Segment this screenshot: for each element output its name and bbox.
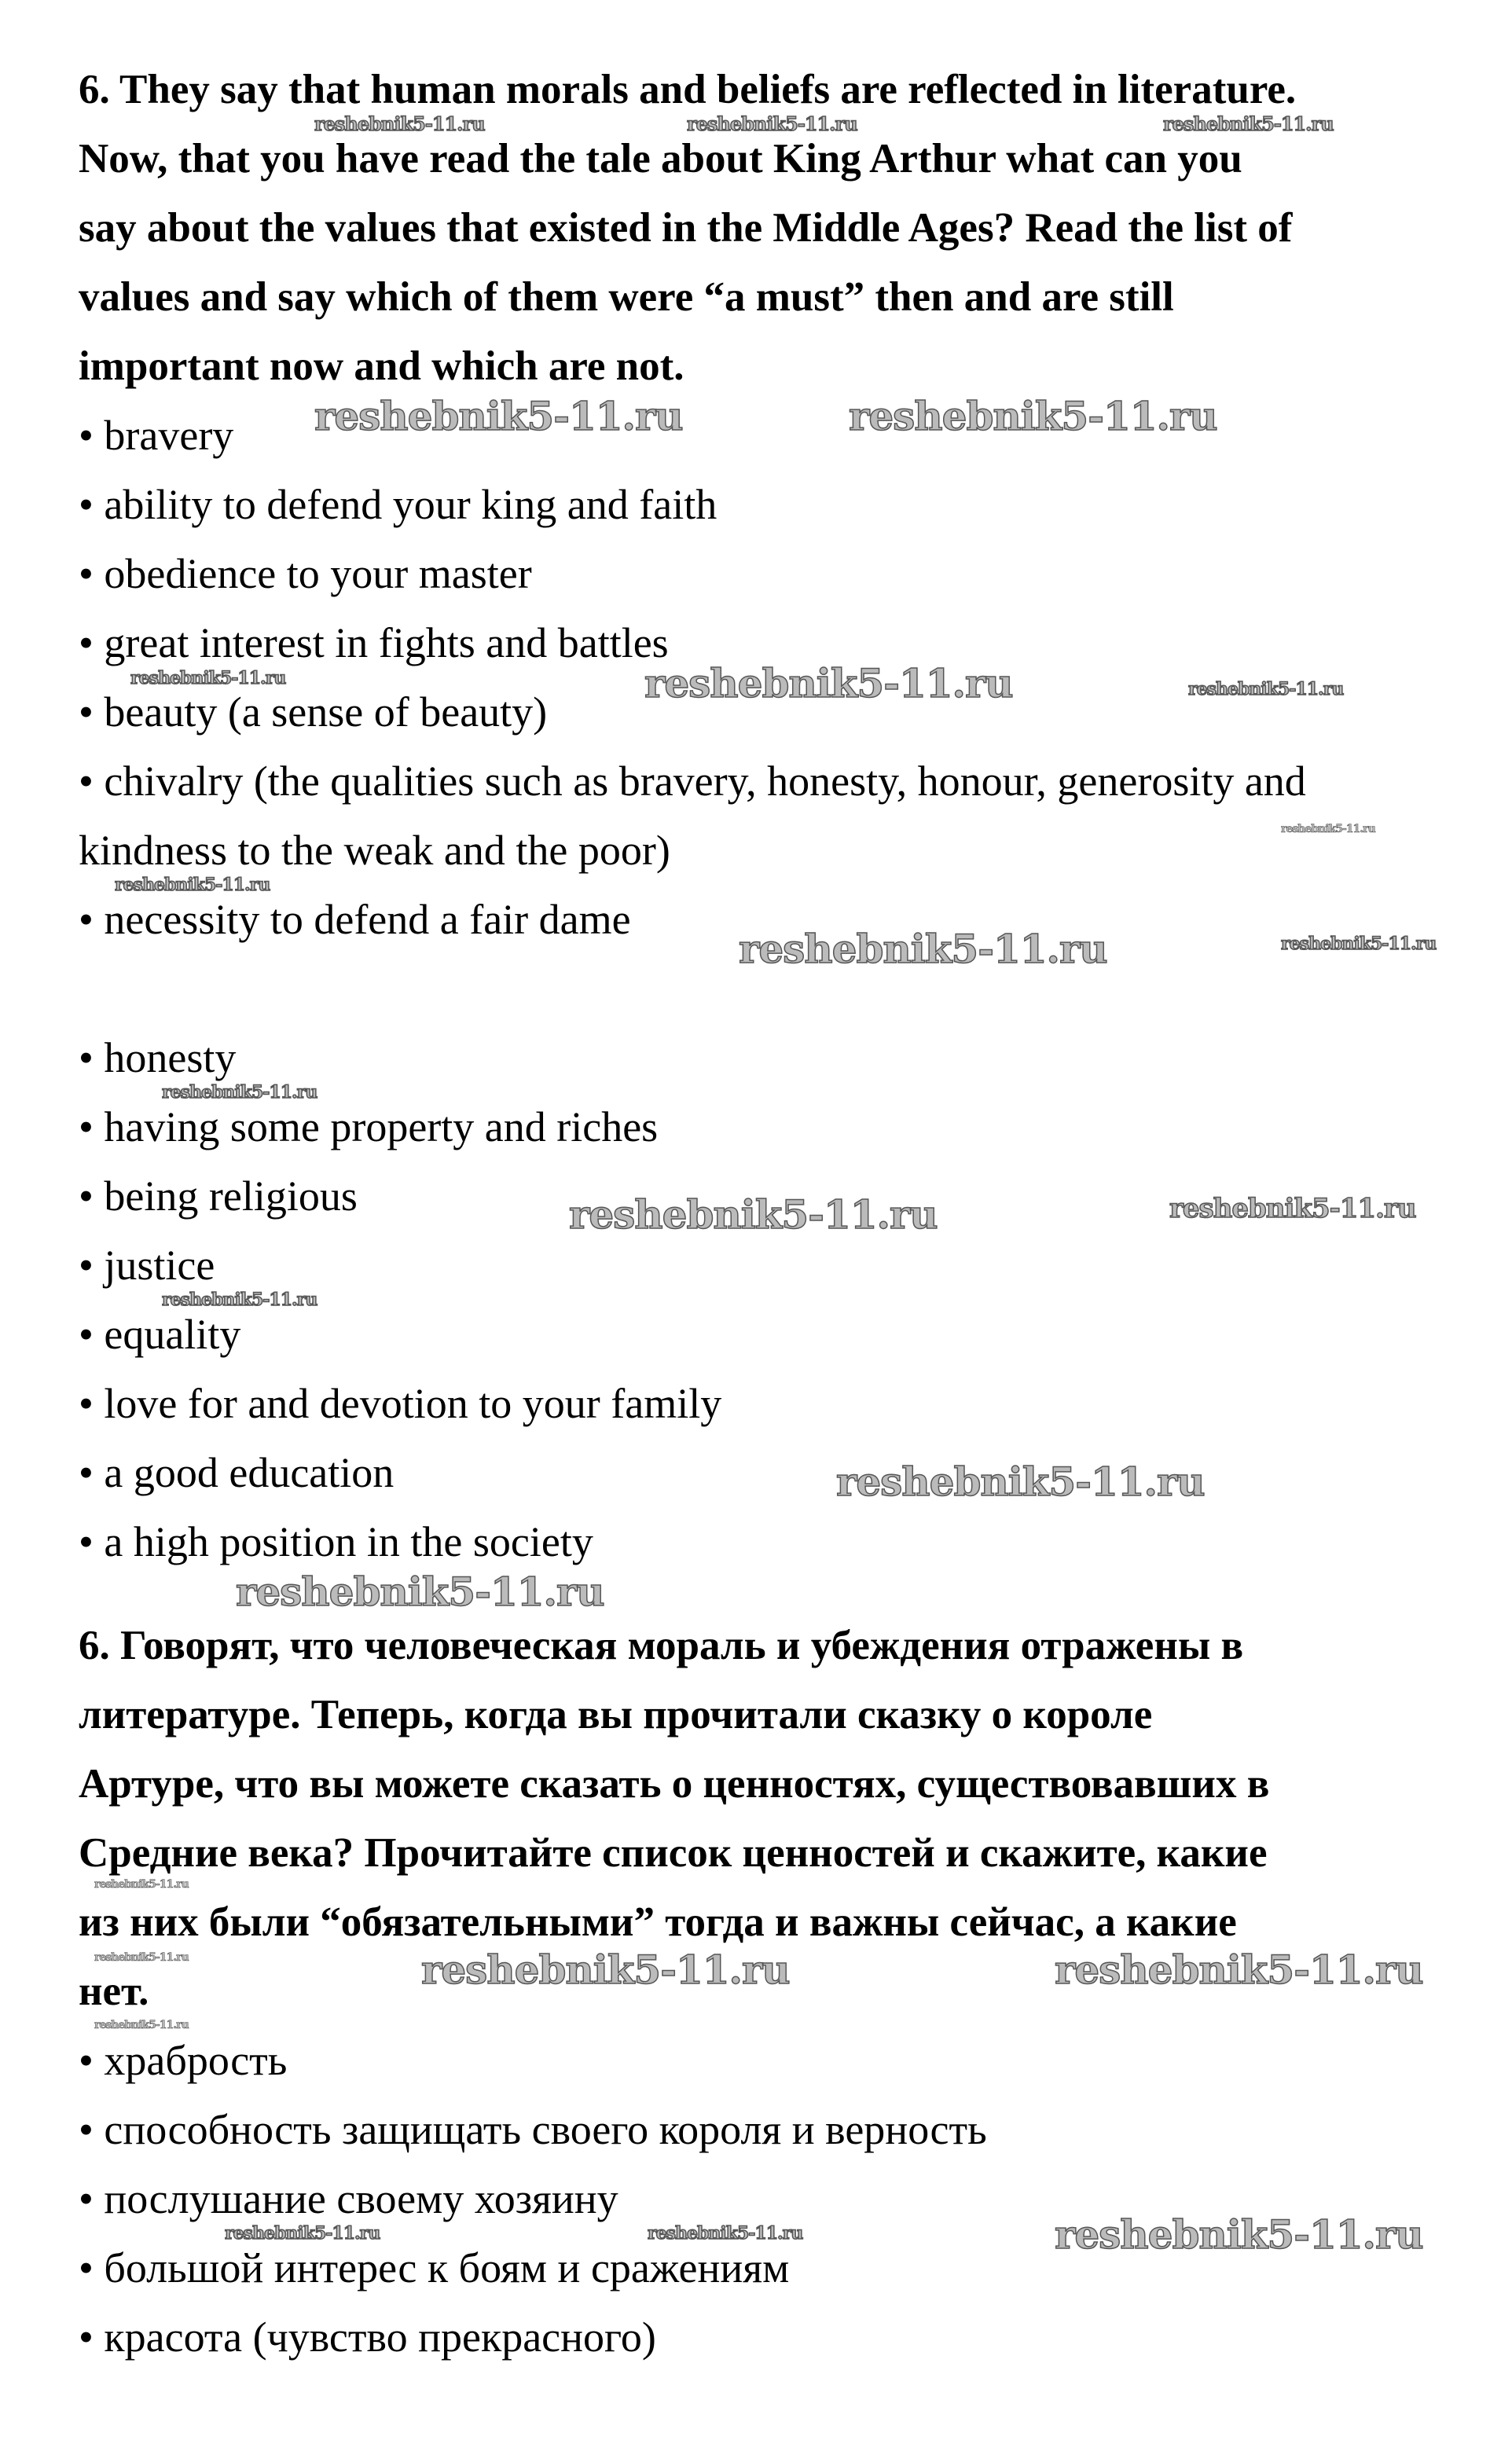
list-item: • honesty	[79, 1034, 237, 1081]
watermark: reshebnik5-11.ru	[94, 2019, 189, 2031]
watermark: reshebnik5-11.ru	[1169, 1193, 1416, 1224]
task-line: say about the values that existed in the Middle Ages? Read the list of	[79, 205, 1293, 251]
list-item: • bravery	[79, 412, 234, 459]
task-line: important now and which are not.	[79, 343, 684, 389]
watermark: reshebnik5-11.ru	[739, 926, 1107, 972]
watermark: reshebnik5-11.ru	[421, 1946, 790, 1993]
list-item: • послушание своему хозяину	[79, 2175, 618, 2222]
list-item: • a good education	[79, 1449, 395, 1496]
watermark: reshebnik5-11.ru	[314, 112, 485, 135]
watermark: reshebnik5-11.ru	[225, 2223, 380, 2244]
list-item: • necessity to defend a fair dame	[79, 896, 631, 943]
list-item: • love for and devotion to your family	[79, 1380, 722, 1427]
task-line: 6. They say that human morals and beliefs are reflected in literature.	[79, 67, 1297, 112]
watermark: reshebnik5-11.ru	[687, 112, 857, 135]
watermark: reshebnik5-11.ru	[1281, 934, 1437, 954]
task-line: из них были “обязательными” тогда и важны сейчас, а какие	[79, 1899, 1237, 1945]
watermark: reshebnik5-11.ru	[236, 1569, 604, 1615]
list-item: • justice	[79, 1242, 215, 1289]
list-item: • being religious	[79, 1172, 358, 1220]
watermark: reshebnik5-11.ru	[314, 393, 683, 439]
task-line: литературе. Теперь, когда вы прочитали сказку о короле	[79, 1692, 1153, 1737]
watermark: reshebnik5-11.ru	[115, 875, 270, 895]
task-line: 6. Говорят, что человеческая мораль и убеждения отражены в	[79, 1623, 1244, 1668]
watermark: reshebnik5-11.ru	[130, 668, 286, 688]
watermark: reshebnik5-11.ru	[1055, 1946, 1423, 1993]
watermark: reshebnik5-11.ru	[644, 660, 1013, 706]
task-line: values and say which of them were “a must” then and are still	[79, 274, 1174, 320]
watermark: reshebnik5-11.ru	[849, 393, 1217, 439]
task-line: нет.	[79, 1969, 149, 2014]
list-item: • obedience to your master	[79, 550, 532, 597]
task-line: Средние века? Прочитайте список ценностей и скажите, какие	[79, 1830, 1268, 1876]
list-item: • красота (чувство прекрасного)	[79, 2313, 656, 2361]
list-item: • equality	[79, 1311, 241, 1358]
list-item: • chivalry (the qualities such as bravery, honesty, honour, generosity and	[79, 758, 1306, 805]
watermark: reshebnik5-11.ru	[1163, 112, 1334, 135]
watermark: reshebnik5-11.ru	[1188, 679, 1344, 699]
list-item: • beauty (a sense of beauty)	[79, 688, 548, 736]
watermark: reshebnik5-11.ru	[94, 1951, 189, 1964]
watermark: reshebnik5-11.ru	[162, 1290, 317, 1310]
watermark: reshebnik5-11.ru	[836, 1458, 1205, 1505]
watermark: reshebnik5-11.ru	[569, 1191, 938, 1238]
list-item: kindness to the weak and the poor)	[79, 827, 670, 874]
watermark: reshebnik5-11.ru	[1281, 823, 1375, 835]
watermark: reshebnik5-11.ru	[162, 1082, 317, 1103]
list-item: • ability to defend your king and faith	[79, 481, 717, 528]
list-item: • способность защищать своего короля и верность	[79, 2106, 987, 2153]
list-item: • a high position in the society	[79, 1518, 593, 1565]
watermark: reshebnik5-11.ru	[1055, 2211, 1423, 2258]
list-item: • having some property and riches	[79, 1103, 659, 1150]
task-line: Now, that you have read the tale about King Arthur what can you	[79, 136, 1242, 182]
task-line: Артуре, что вы можете сказать о ценностях, существовавших в	[79, 1761, 1270, 1807]
watermark: reshebnik5-11.ru	[648, 2223, 803, 2244]
list-item: • большой интерес к боям и сражениям	[79, 2244, 790, 2291]
list-item: • great interest in fights and battles	[79, 619, 669, 666]
watermark: reshebnik5-11.ru	[94, 1878, 189, 1891]
list-item: • храбрость	[79, 2037, 288, 2084]
